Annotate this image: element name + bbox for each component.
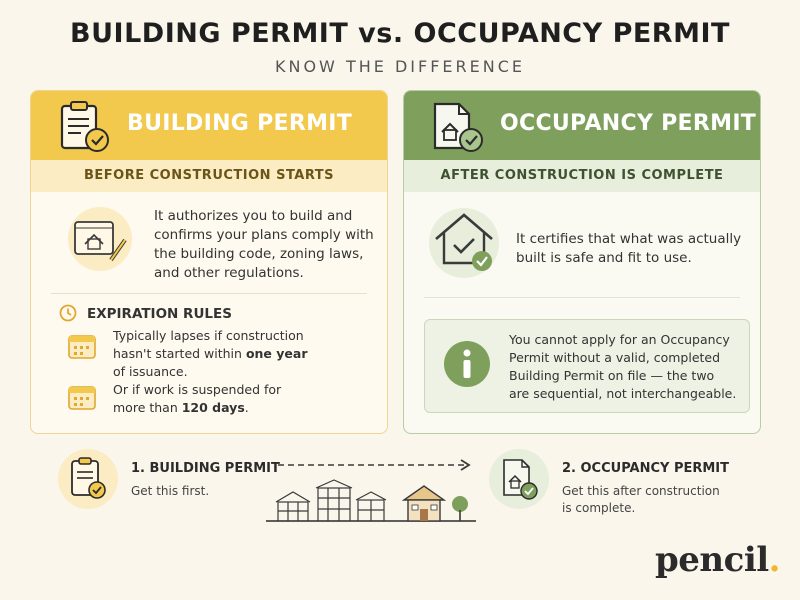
- step-one-desc: Get this first.: [131, 484, 210, 498]
- occupancy-description: It certifies that what was actually built is safe and fit to use.: [516, 231, 742, 266]
- building-permit-title: BUILDING PERMIT: [127, 111, 353, 136]
- blueprint-pencil-icon: [67, 206, 133, 272]
- section-divider: [424, 297, 740, 298]
- calendar-icon: [67, 331, 97, 361]
- building-permit-subtitle: BEFORE CONSTRUCTION STARTS: [31, 160, 387, 192]
- clock-icon: [59, 304, 77, 322]
- construction-to-house-illustration: [266, 478, 476, 524]
- building-permit-header: [31, 91, 387, 160]
- building-description: It authorizes you to build and confirms your plans comply with the building code, zoning laws, and other regulations.: [154, 208, 374, 281]
- sequential-note-text: You cannot apply for an Occupancy Permit without a valid, completed Building Permit on file — the two are sequential, not interchangeable.: [509, 332, 737, 401]
- building-permit-card: [30, 90, 388, 434]
- step-two-title: 2. OCCUPANCY PERMIT: [562, 461, 730, 476]
- page-title: BUILDING PERMIT vs. OCCUPANCY PERMIT: [70, 18, 730, 49]
- expiration-rule-120-days: Or if work is suspended for more than 120 days.: [113, 382, 282, 415]
- step-two-document-icon: [488, 448, 550, 510]
- document-house-check-icon: [430, 100, 486, 154]
- occupancy-permit-subtitle: AFTER CONSTRUCTION IS COMPLETE: [404, 160, 760, 192]
- dashed-arrow-icon: [276, 458, 476, 472]
- occupancy-permit-title: OCCUPANCY PERMIT: [500, 111, 757, 136]
- sequential-note-box: [424, 319, 750, 413]
- step-two-desc: Get this after construction is complete.: [562, 484, 720, 515]
- calendar-icon: [67, 382, 97, 412]
- brand-logo: pencil.: [655, 540, 781, 580]
- occupancy-permit-header: [404, 91, 760, 160]
- info-icon: [443, 340, 491, 388]
- expiration-rules-title: EXPIRATION RULES: [87, 306, 232, 322]
- house-check-icon: [426, 205, 502, 279]
- clipboard-check-icon: [57, 100, 113, 154]
- page-subtitle: KNOW THE DIFFERENCE: [275, 57, 525, 76]
- step-one-title: 1. BUILDING PERMIT: [131, 461, 280, 476]
- step-one-clipboard-icon: [57, 448, 119, 510]
- section-divider: [51, 293, 367, 294]
- expiration-rule-one-year: Typically lapses if construction hasn't started within one year of issuance.: [113, 328, 308, 379]
- occupancy-permit-card: [403, 90, 761, 434]
